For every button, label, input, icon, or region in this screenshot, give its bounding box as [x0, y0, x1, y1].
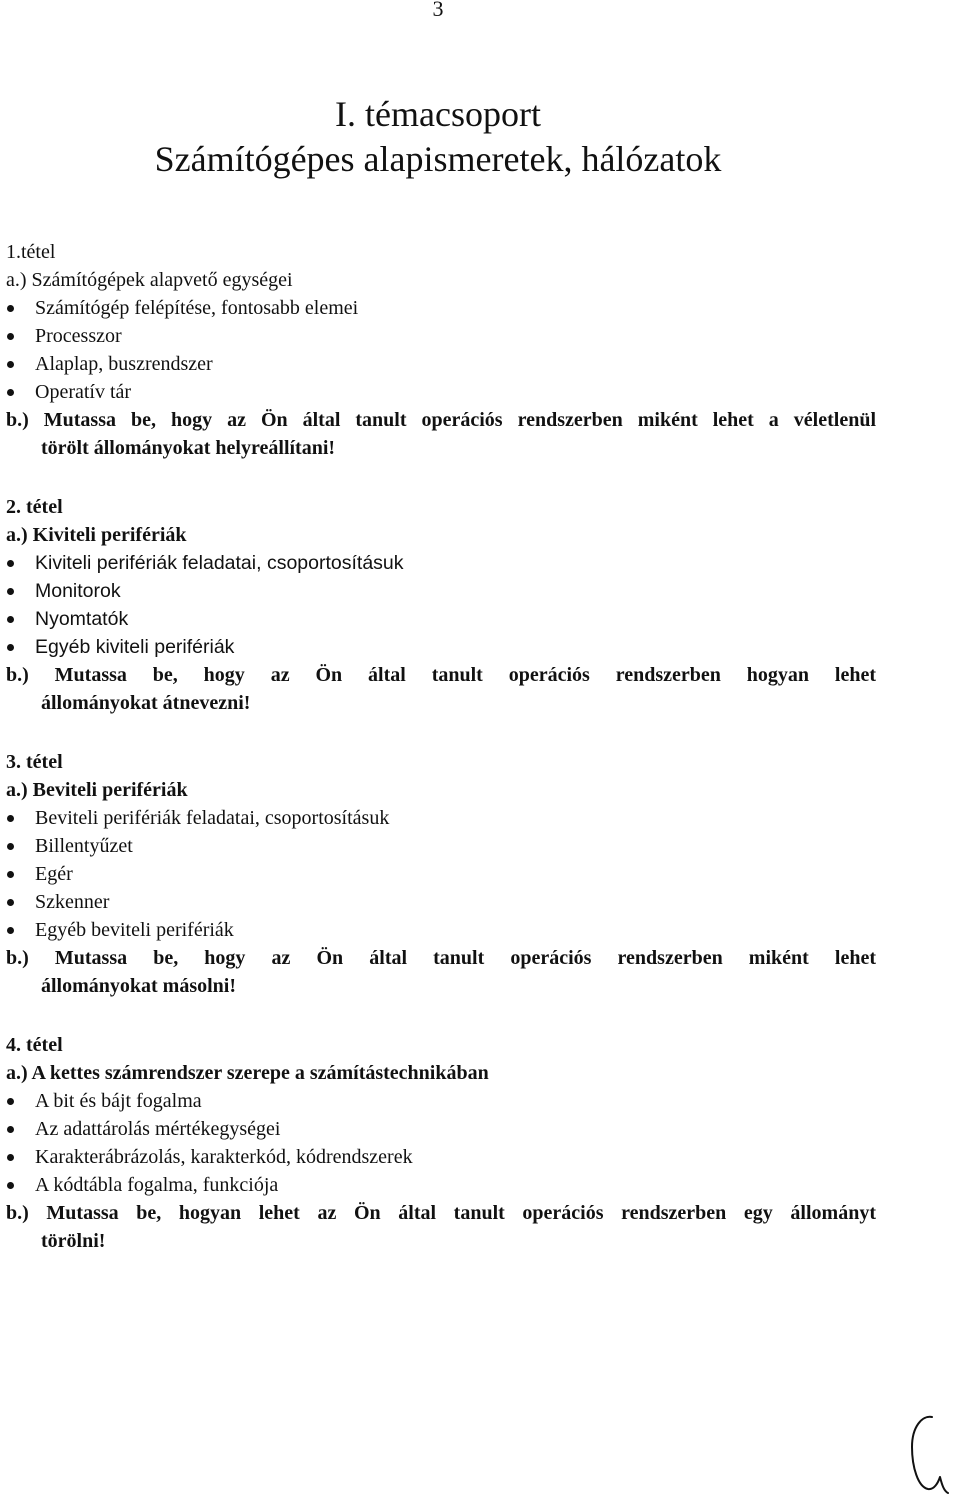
handwritten-signature: [902, 1407, 950, 1497]
bullet-icon: [7, 560, 14, 567]
part-b-line-1: b.) Mutassa be, hogy az Ön által tanult operációs rendszerben miként lehet a véletlenül: [6, 409, 876, 431]
list-item: A kódtábla fogalma, funkciója: [0, 1171, 876, 1199]
list-item: Egyéb beviteli perifériák: [0, 916, 876, 944]
list-item: Alaplap, buszrendszer: [0, 350, 876, 378]
list-item: A bit és bájt fogalma: [0, 1087, 876, 1115]
title-line-1: I. témacsoport: [335, 94, 541, 134]
list-item: Beviteli perifériák feladatai, csoportosításuk: [0, 804, 876, 832]
page-number: 3: [432, 0, 444, 21]
page-title: [0, 92, 876, 182]
bullet-icon: [7, 616, 14, 623]
section-2: [0, 493, 876, 717]
part-b-line-2: állományokat másolni!: [41, 975, 237, 997]
bullet-icon: [7, 815, 14, 822]
part-a-title: a.) A kettes számrendszer szerepe a számítástechnikában: [6, 1062, 489, 1084]
part-b-line-2: törölt állományokat helyreállítani!: [41, 437, 336, 459]
bullet-icon: [7, 927, 14, 934]
bullet-icon: [7, 1182, 14, 1189]
list-item: Kiviteli perifériák feladatai, csoportosításuk: [0, 549, 876, 577]
section-heading: 4. tétel: [6, 1034, 63, 1056]
bullet-list: [0, 1087, 876, 1199]
list-item: Számítógép felépítése, fontosabb elemei: [0, 294, 876, 322]
title-line-2: Számítógépes alapismeretek, hálózatok: [154, 139, 722, 179]
bullet-icon: [7, 899, 14, 906]
list-item: Operatív tár: [0, 378, 876, 406]
list-item: Karakterábrázolás, karakterkód, kódrendszerek: [0, 1143, 876, 1171]
bullet-icon: [7, 333, 14, 340]
bullet-icon: [7, 644, 14, 651]
list-item: Az adattárolás mértékegységei: [0, 1115, 876, 1143]
part-a-title: a.) Kiviteli perifériák: [6, 524, 187, 546]
bullet-icon: [7, 1098, 14, 1105]
part-b-line-1: b.) Mutassa be, hogyan lehet az Ön által tanult operációs rendszerben egy állományt: [6, 1202, 876, 1224]
bullet-icon: [7, 871, 14, 878]
part-a-title: a.) Számítógépek alapvető egységei: [6, 269, 293, 291]
bullet-icon: [7, 588, 14, 595]
bullet-icon: [7, 361, 14, 368]
section-heading: 2. tétel: [6, 496, 63, 518]
section-1: [0, 238, 876, 462]
bullet-icon: [7, 305, 14, 312]
part-b-line-2: törölni!: [41, 1230, 106, 1252]
bullet-list: [0, 804, 876, 944]
bullet-icon: [7, 843, 14, 850]
bullet-list: [0, 549, 876, 661]
section-3: [0, 748, 876, 1000]
part-b-line-1: b.) Mutassa be, hogy az Ön által tanult operációs rendszerben miként lehet: [6, 947, 876, 969]
part-b-line-1: b.) Mutassa be, hogy az Ön által tanult operációs rendszerben hogyan lehet: [6, 664, 876, 686]
section-heading: 1.tétel: [6, 241, 56, 263]
section-4: [0, 1031, 876, 1255]
list-item: Egyéb kiviteli perifériák: [0, 633, 876, 661]
topic-list: [0, 238, 876, 1255]
bullet-icon: [7, 1154, 14, 1161]
list-item: Nyomtatók: [0, 605, 876, 633]
part-b-line-2: állományokat átnevezni!: [41, 692, 251, 714]
list-item: Szkenner: [0, 888, 876, 916]
list-item: Egér: [0, 860, 876, 888]
list-item: Processzor: [0, 322, 876, 350]
bullet-list: [0, 294, 876, 406]
bullet-icon: [7, 1126, 14, 1133]
part-a-title: a.) Beviteli perifériák: [6, 779, 188, 801]
list-item: Monitorok: [0, 577, 876, 605]
section-heading: 3. tétel: [6, 751, 63, 773]
bullet-icon: [7, 389, 14, 396]
list-item: Billentyűzet: [0, 832, 876, 860]
